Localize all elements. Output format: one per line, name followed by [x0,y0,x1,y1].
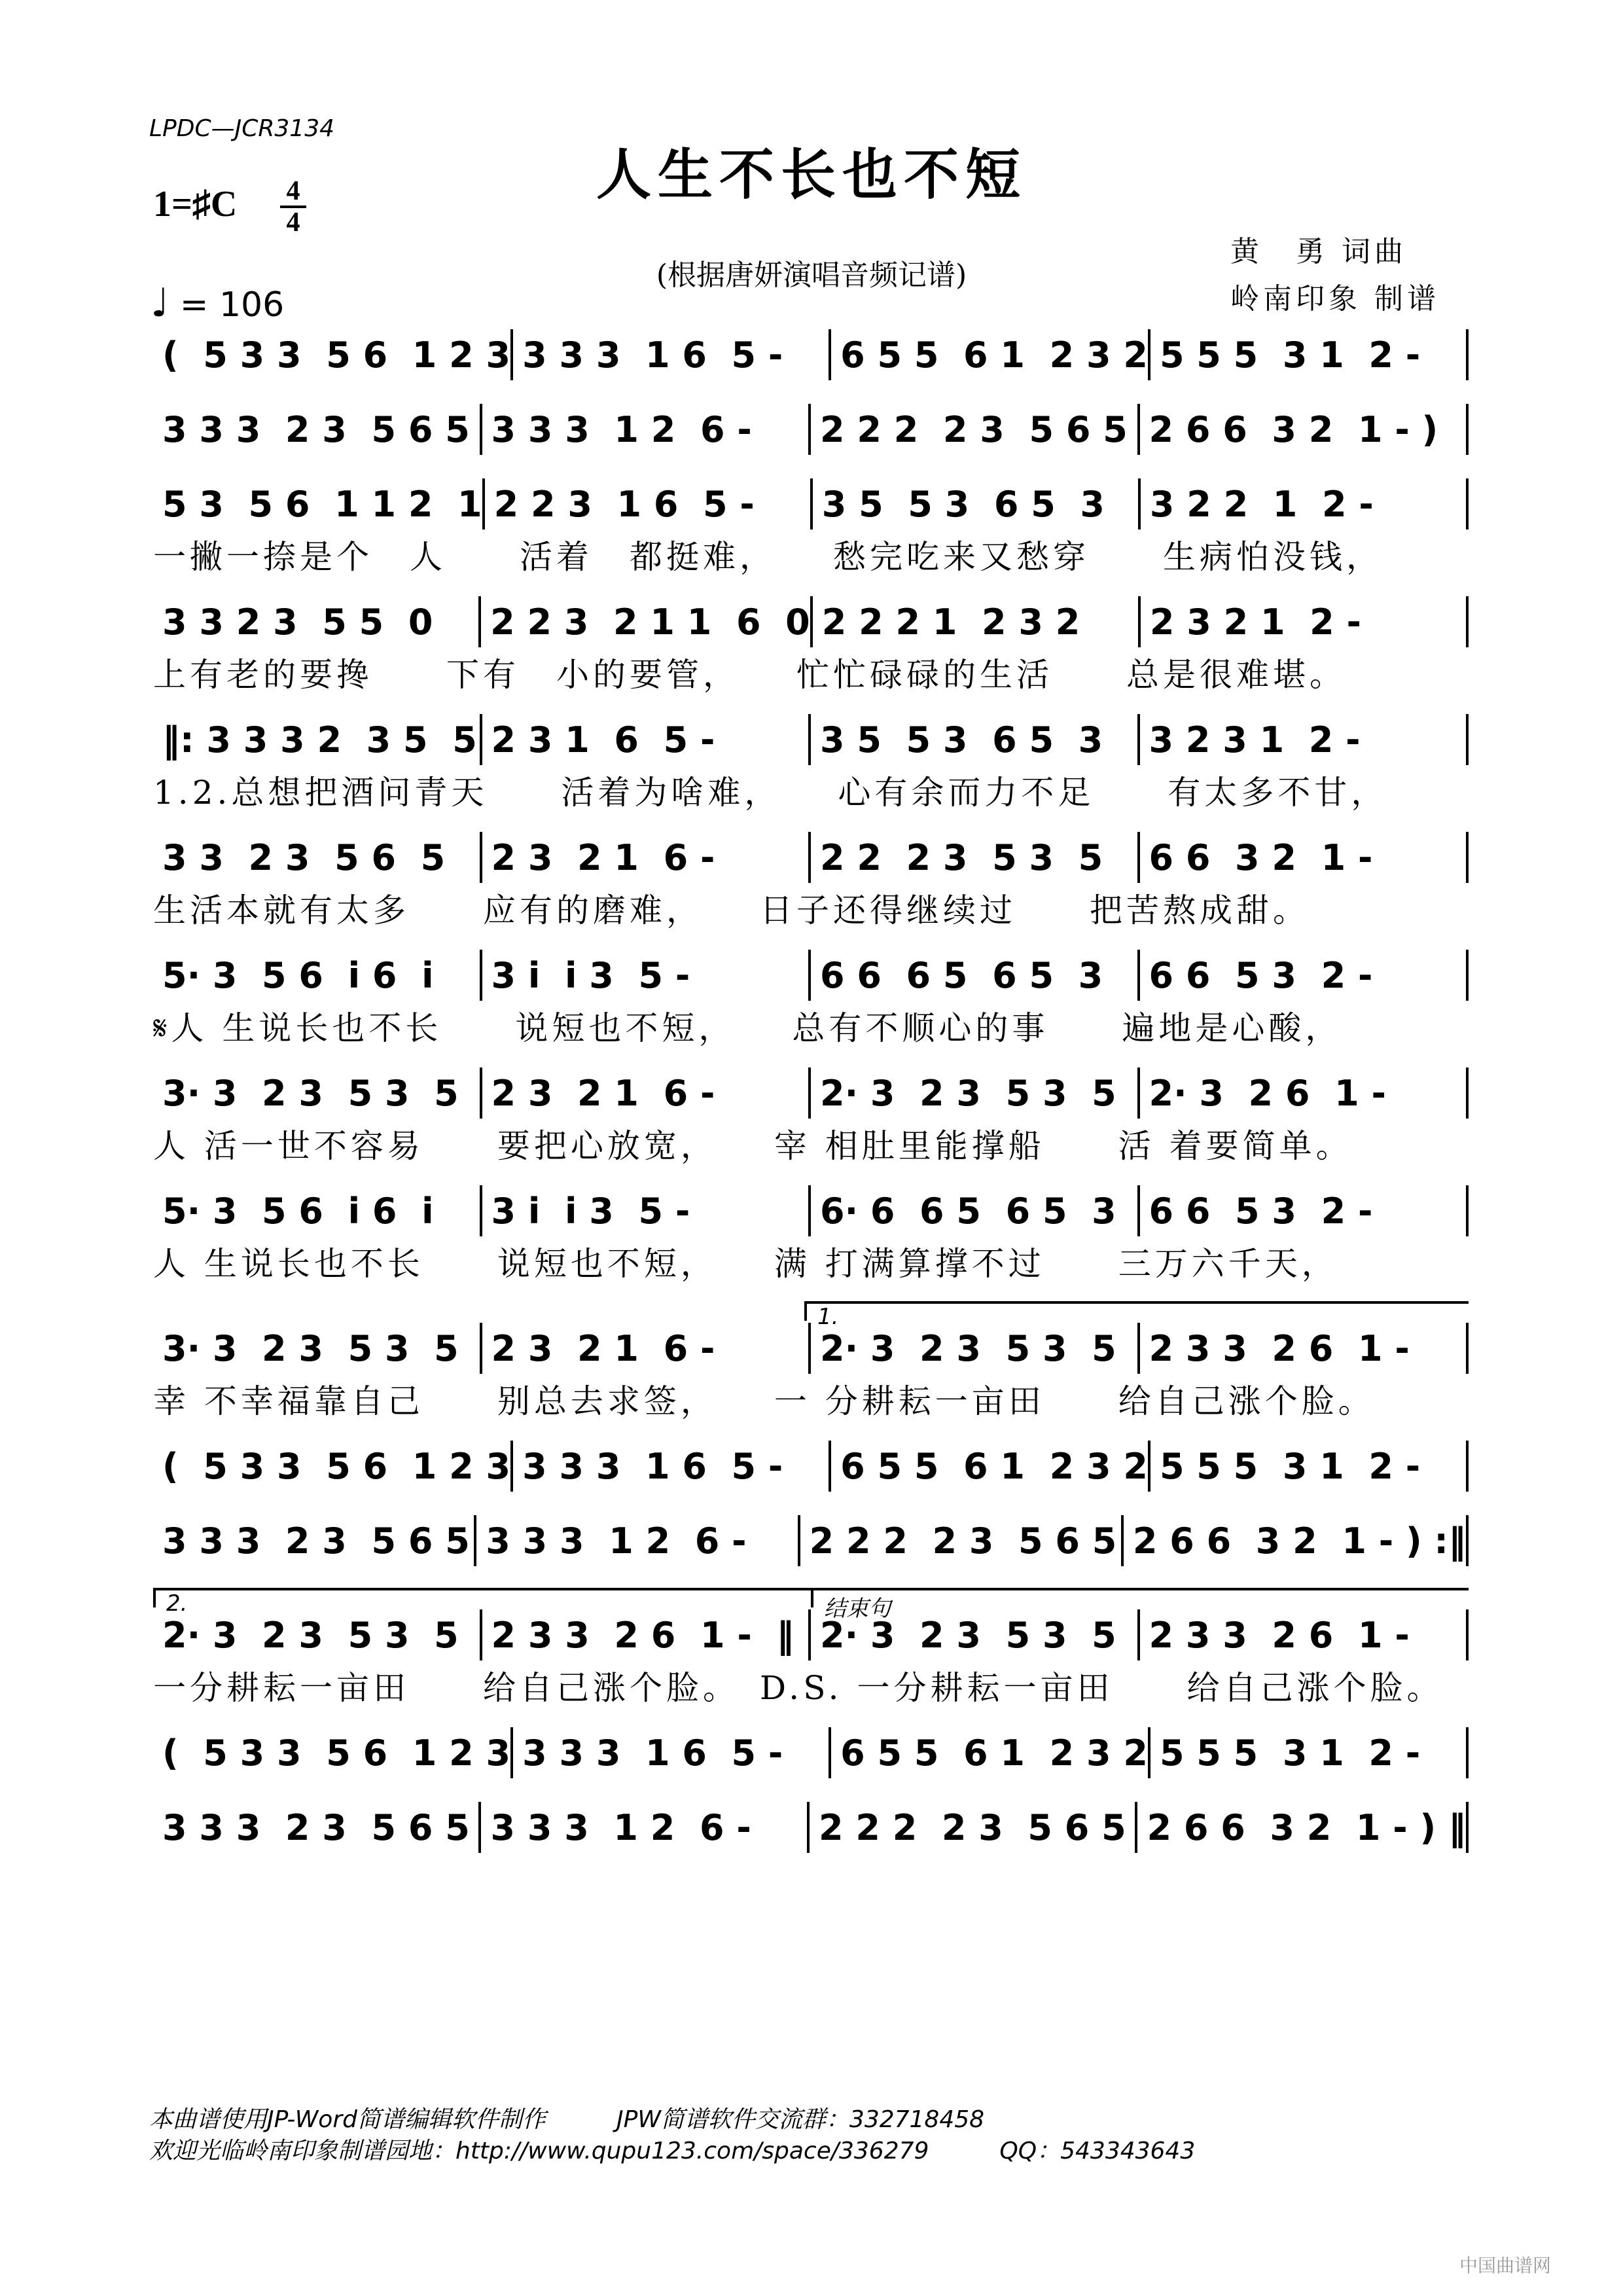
measure: 5 5 5 3 1 2 - [1150,1441,1469,1492]
notation-row [153,948,1469,1003]
measure: 2 3 2 1 6 - [482,1067,812,1119]
measure: 3 5 5 3 6 5 3 [813,478,1141,529]
notation-row [153,830,1469,885]
score-code: LPDC—JCR3134 [149,115,335,142]
subtitle: (根据唐妍演唱音频记谱) [656,259,967,292]
measure: 2· 3 2 3 5 3 5 [811,1609,1140,1660]
measure: 3 i i 3 5 - [482,950,812,1001]
score-system [153,1513,1469,1568]
measure: 3 3 3 1 6 5 - [513,1727,831,1778]
score-system [153,1066,1469,1166]
measure: 2· 3 2 6 1 - [1140,1067,1469,1119]
notation-row [153,1513,1469,1568]
volta-bracket-row [153,1588,1469,1622]
measure: 3 2 2 1 2 - [1141,478,1469,529]
volta-bracket: 1. [804,1301,1469,1321]
volta-bracket: 2. [153,1588,811,1607]
lyrics-line: 人 生说长也不长 说短也不短， 满 打满算撑不过 三万六千天， [153,1245,1338,1283]
measure: 5 3 5 6 1 1 2 1 [153,478,485,529]
lyrics-line: 上有老的要搀 下有 小的要管， 忙忙碌碌的生活 总是很难堪。 [153,656,1346,694]
measure: 6 5 5 6 1 2 3 2 [831,1727,1150,1778]
credit-lyrics: 黄 勇 词曲 [1230,235,1407,268]
credit-score: 岭南印象 制谱 [1230,282,1440,315]
score-system [153,327,1469,382]
lyrics-line: 𝄋人 生说长也不长 说短也不短， 总有不顺心的事 遍地是心酸， [153,1009,1342,1047]
score-system [153,594,1469,695]
watermark: 中国曲谱网 [1459,2255,1552,2276]
measure: 3 3 3 1 6 5 - [513,1441,831,1492]
footer-line-1: 本曲谱使用JP-Word简谱编辑软件制作 JPW简谱软件交流群：332718458 [149,2106,985,2133]
measure: 2 2 2 2 3 5 6 5 [810,1802,1137,1853]
measure: 3 3 2 3 5 6 5 [153,832,482,883]
measure: 3 3 3 1 6 5 - [513,329,831,380]
measure: ( 5 3 3 5 6 1 2 3 [153,329,513,380]
measure: 2 2 2 2 3 5 6 5 [800,1515,1124,1566]
score-system [153,476,1469,577]
measure: 3 3 3 2 3 5 6 5 [153,1515,476,1566]
notation-row [153,1800,1469,1855]
lyrics-line: 1.2.总想把酒问青天 活着为啥难， 心有余而力不足 有太多不甘， [153,774,1388,812]
tempo-marking [151,280,284,326]
measure: 3 3 2 3 5 5 0 [153,596,481,647]
ending-bracket: 结束句 [811,1588,1469,1607]
time-signature-top: 4 [286,176,300,206]
score-system [153,1183,1469,1284]
measure: 3 3 3 1 2 6 - [482,404,812,455]
notation-row [153,1183,1469,1238]
notation-row [153,1066,1469,1121]
measure: 2 2 2 1 2 3 2 [813,596,1141,647]
measure: 6· 6 6 5 6 5 3 [811,1185,1140,1236]
lyrics-line: 一分耕耘一亩田 给自己涨个脸。 D.S. 一分耕耘一亩田 给自己涨个脸。 [153,1669,1444,1707]
measure: 6 6 5 3 2 - [1140,1185,1469,1236]
measure: 5 5 5 3 1 2 - [1150,329,1469,380]
measure: 2 2 3 2 1 1 6 0 [481,596,813,647]
measure: ( 5 3 3 5 6 1 2 3 [153,1441,513,1492]
measure: 2 6 6 3 2 1 - ) ‖ [1137,1802,1469,1853]
measure: 6 6 6 5 6 5 3 [811,950,1140,1001]
lyrics-line: 人 活一世不容易 要把心放宽， 宰 相肚里能撑船 活 着要简单。 [153,1127,1353,1165]
measure: 5· 3 5 6 i 6 i [153,950,482,1001]
measure: 2 3 2 1 6 - [482,1323,812,1374]
measure: 3· 3 2 3 5 3 5 [153,1067,482,1119]
measure: 2· 3 2 3 5 3 5 [811,1067,1140,1119]
measure: 5 5 5 3 1 2 - [1150,1727,1469,1778]
measure: 6 6 5 3 2 - [1140,950,1469,1001]
measure: 2 3 3 2 6 1 - [1140,1323,1469,1374]
notation-row [153,1439,1469,1494]
measure: 2 3 3 2 6 1 - [1140,1609,1469,1660]
measure: 2 3 2 1 6 - [482,832,812,883]
measure: ( 5 3 3 5 6 1 2 3 [153,1727,513,1778]
page-title: 人生不长也不短 [596,142,1027,207]
measure: 2 6 6 3 2 1 - ) :‖ [1124,1515,1469,1566]
notation-row [153,1607,1469,1662]
score-system [153,830,1469,931]
measure: 2 2 2 2 3 5 6 5 [811,404,1140,455]
measure: 2 2 3 1 6 5 - [485,478,813,529]
notation-row [153,402,1469,457]
measure: 3 i i 3 5 - [482,1185,812,1236]
measure: 2 6 6 3 2 1 - ) [1140,404,1469,455]
notation-row [153,1321,1469,1376]
measure: 5· 3 5 6 i 6 i [153,1185,482,1236]
time-signature-bottom: 4 [286,207,300,238]
time-signature [280,178,306,236]
quarter-note-icon: ♩ [151,280,169,326]
lyrics-line: 生活本就有太多 应有的磨难， 日子还得继续过 把苦熬成甜。 [153,891,1310,929]
measure: 3 3 3 1 2 6 - [481,1802,809,1853]
lyrics-line: 一撇一捺是个 人 活着 都挺难， 愁完吃来又愁穿 生病怕没钱， [153,538,1383,576]
measure: 6 6 3 2 1 - [1140,832,1469,883]
score-system [153,1800,1469,1855]
measure: 6 5 5 6 1 2 3 2 [831,329,1150,380]
score-system [153,712,1469,813]
measure: 3 3 3 1 2 6 - [476,1515,800,1566]
notation-row [153,476,1469,531]
volta-bracket-row [153,1301,1469,1330]
measure: 2· 3 2 3 5 3 5 [811,1323,1140,1374]
measure: 6 5 5 6 1 2 3 2 [831,1441,1150,1492]
notation-row [153,1725,1469,1780]
measure: 3 3 3 2 3 5 6 5 [153,404,482,455]
measure: 3 3 3 2 3 5 6 5 [153,1802,481,1853]
measure: 3 5 5 3 6 5 3 [811,714,1140,765]
measure: 2 3 2 1 2 - [1141,596,1469,647]
lyrics-line: 幸 不幸福靠自己 别总去求签， 一 分耕耘一亩田 给自己涨个脸。 [153,1382,1375,1420]
measure: 3· 3 2 3 5 3 5 [153,1323,482,1374]
score-system [153,402,1469,457]
score-system [153,948,1469,1049]
footer-line-2: 欢迎光临岭南印象制谱园地：http://www.qupu123.com/space/336279 QQ：543343643 [149,2138,1196,2164]
key-signature: 1=♯C [153,184,238,224]
notation-row [153,594,1469,649]
measure: 2 3 1 6 5 - [482,714,812,765]
score-system [153,1588,1469,1708]
score-system [153,1301,1469,1422]
measure: 2· 3 2 3 5 3 5 [153,1609,482,1660]
score-system [153,1725,1469,1780]
measure: 2 2 2 3 5 3 5 [811,832,1140,883]
notation-row [153,712,1469,767]
score-system [153,1439,1469,1494]
score-body [153,327,1469,1874]
measure: ‖: 3 3 3 2 3 5 5 [153,714,482,765]
measure: 2 3 3 2 6 1 - ‖ [482,1609,812,1660]
tempo-value: = 106 [179,285,285,325]
notation-row [153,327,1469,382]
measure: 3 2 3 1 2 - [1140,714,1469,765]
